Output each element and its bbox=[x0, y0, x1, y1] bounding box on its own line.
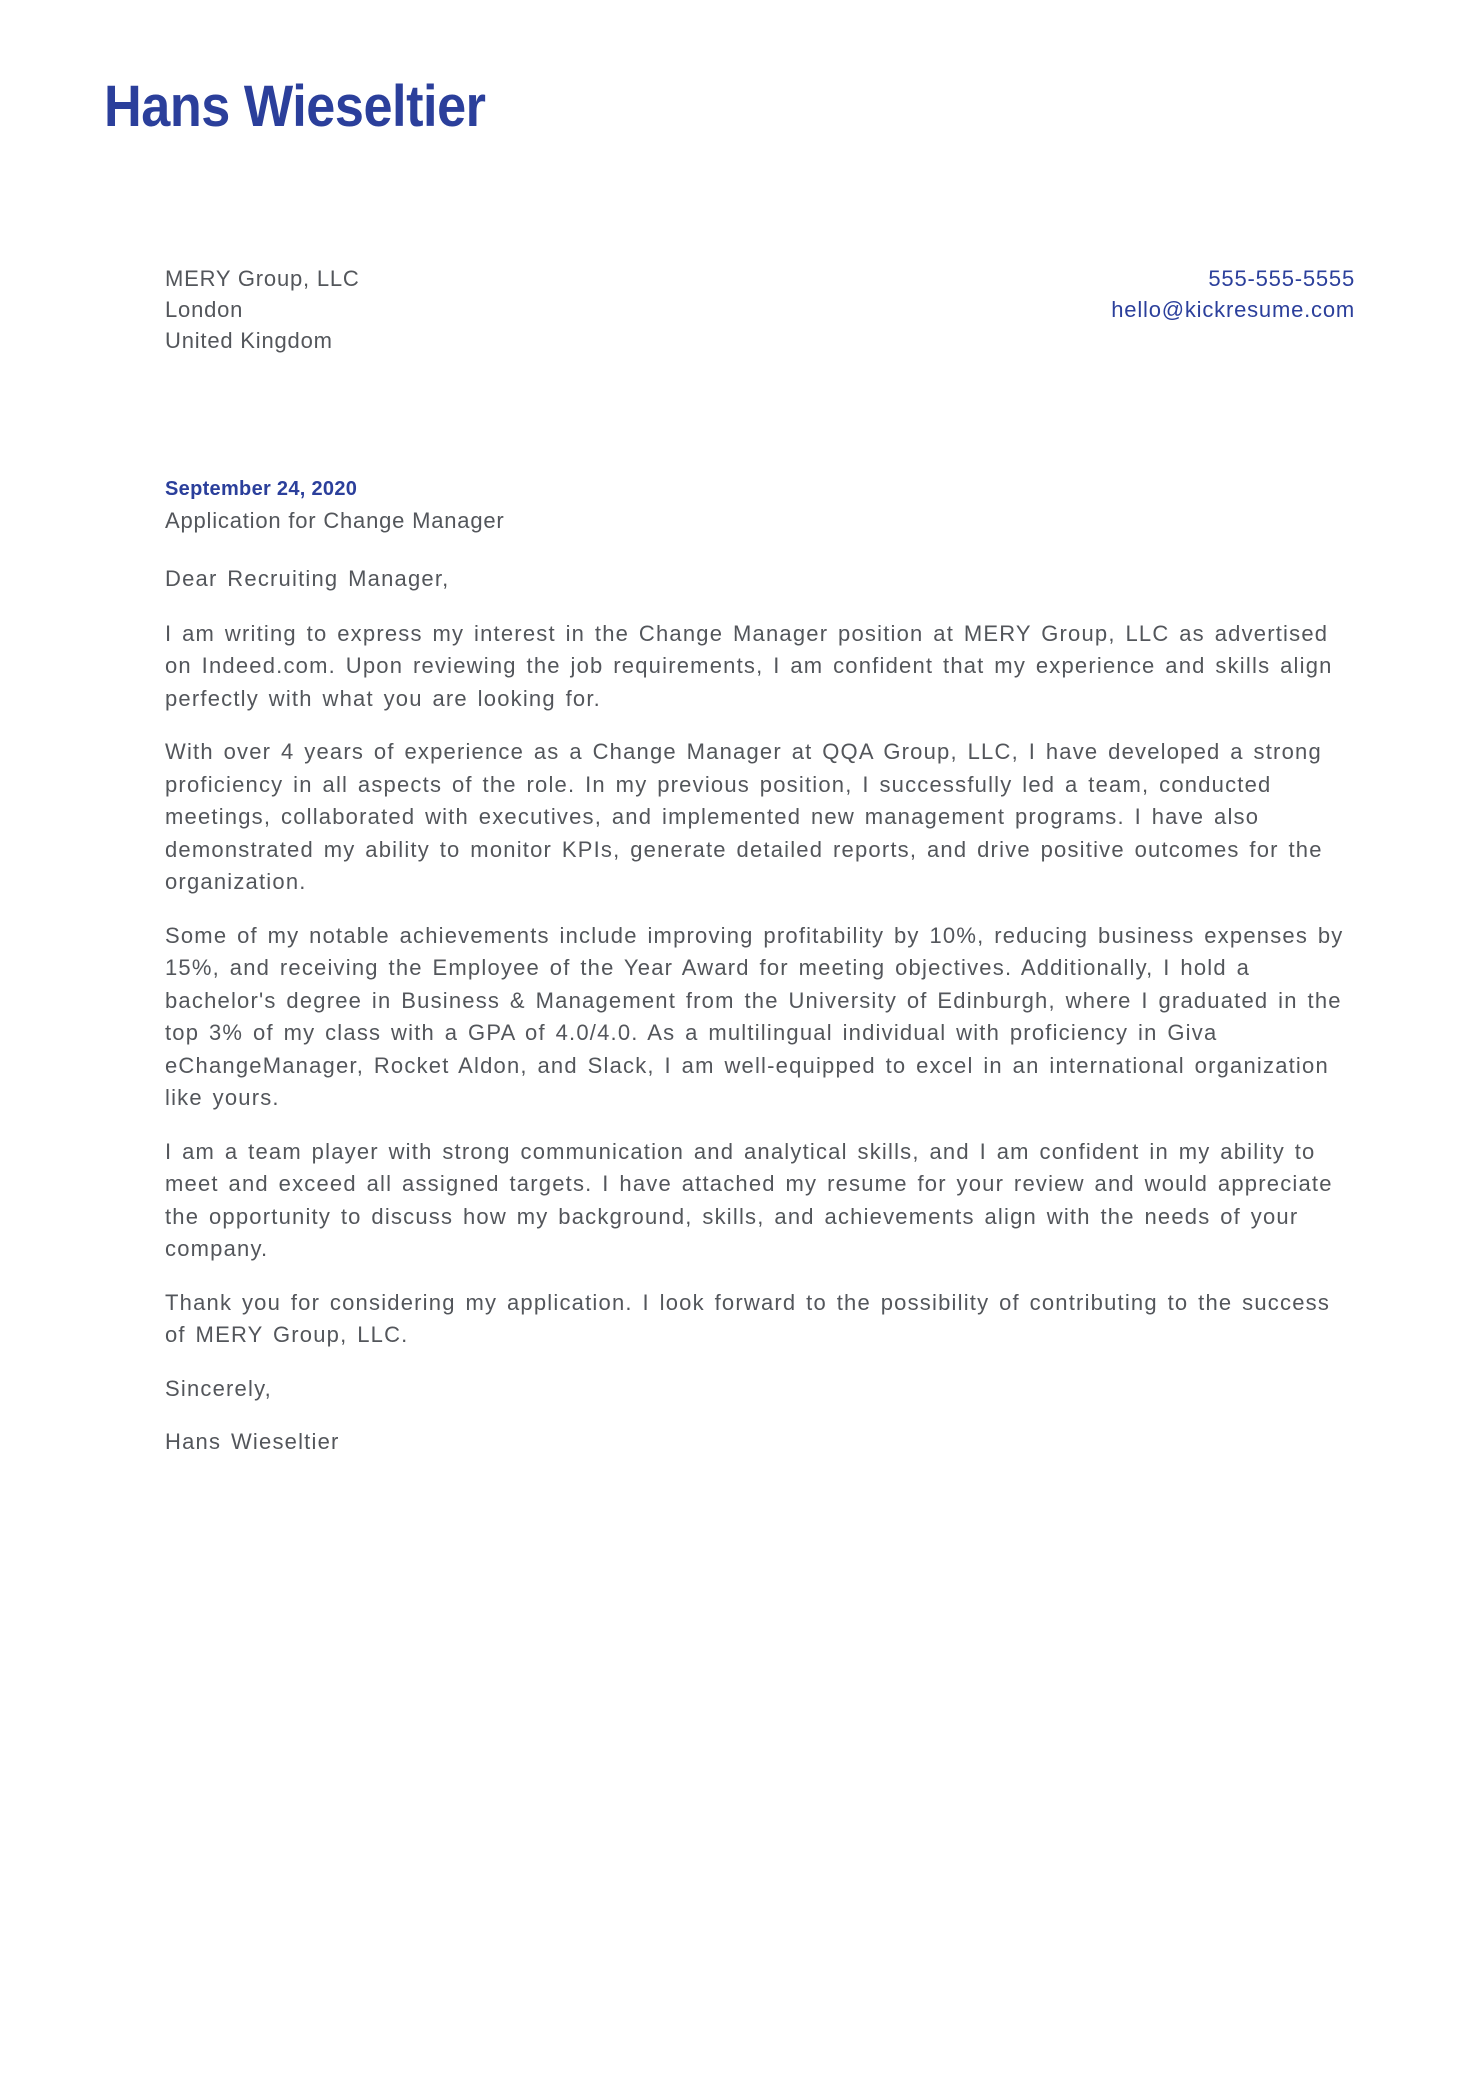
letter-body bbox=[165, 563, 1353, 1459]
salutation: Dear Recruiting Manager, bbox=[165, 566, 450, 591]
contact-row bbox=[165, 263, 1355, 356]
recipient-city: London bbox=[165, 297, 244, 322]
sender-phone: 555-555-5555 bbox=[1208, 266, 1355, 291]
sender-name-heading: Hans Wieseltier bbox=[104, 74, 486, 139]
recipient-company: MERY Group, LLC bbox=[165, 266, 360, 291]
sender-contact-block bbox=[1111, 263, 1355, 325]
body-paragraph-3: Some of my notable achievements include improving profitability by 10%, reducing business expenses by 15%, and receiving the Employee of the Year Award for meeting objectives. Additionally, I hold a bachelor's degree in Business & Management from the University of Edinburgh, where I graduated in the top 3% of my class with a GPA of 4.0/4.0. As a multilingual individual with proficiency in Giva eChangeManager, Rocket Aldon, and Slack, I am well-equipped to excel in an international organization like yours. bbox=[165, 922, 1344, 1110]
closing-line: Sincerely, bbox=[165, 1375, 272, 1401]
letter-head bbox=[165, 474, 1353, 536]
recipient-address-block bbox=[165, 263, 360, 356]
letter-subject: Application for Change Manager bbox=[165, 508, 505, 533]
recipient-country: United Kingdom bbox=[165, 328, 333, 353]
letter-date: September 24, 2020 bbox=[165, 478, 358, 500]
body-paragraph-5: Thank you for considering my application. I look forward to the possibility of contributing to the success of MERY Group, LLC. bbox=[165, 1289, 1331, 1347]
signature-name: Hans Wieseltier bbox=[165, 1429, 340, 1454]
body-paragraph-1: I am writing to express my interest in the Change Manager position at MERY Group, LLC as advertised on Indeed.com. Upon reviewing the job requirements, I am confident that my experience and skills align perfectly with what you are looking for. bbox=[165, 620, 1333, 711]
body-paragraph-2: With over 4 years of experience as a Change Manager at QQA Group, LLC, I have developed a strong proficiency in all aspects of the role. In my previous position, I successfully led a team, conducted meetings, collaborated with executives, and implemented new management programs. I have also demonstrated my ability to monitor KPIs, generate detailed reports, and drive positive outcomes for the organization. bbox=[165, 739, 1323, 894]
sender-email: hello@kickresume.com bbox=[1111, 297, 1355, 322]
body-paragraph-4: I am a team player with strong communication and analytical skills, and I am confident in my ability to meet and exceed all assigned targets. I have attached my resume for your review and would appreciate the opportunity to discuss how my background, skills, and achievements align with the needs of your company. bbox=[165, 1138, 1333, 1261]
